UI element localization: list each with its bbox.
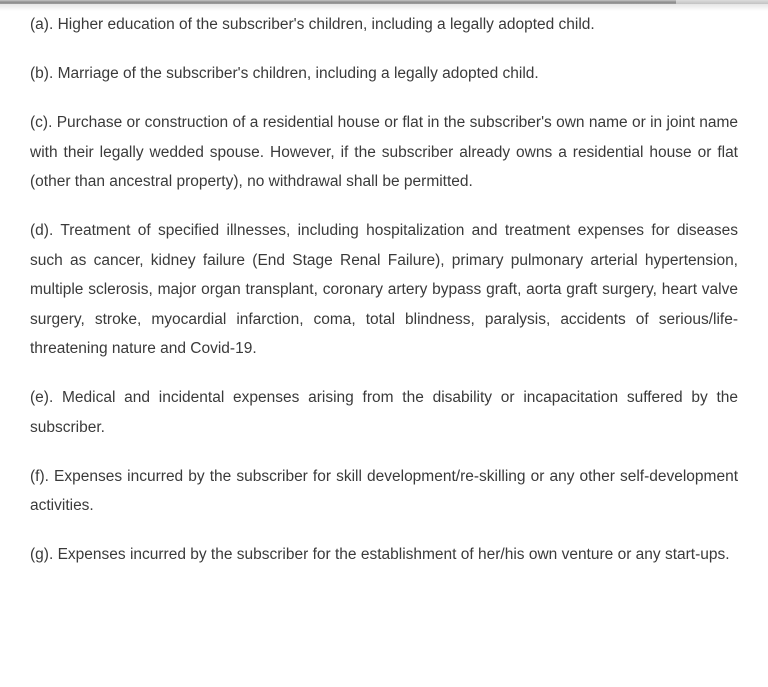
paragraph xyxy=(30,108,738,197)
paragraph xyxy=(30,216,738,364)
document-page xyxy=(30,10,738,589)
paragraph-label: (g). xyxy=(30,546,58,563)
toolbar-edge-dark xyxy=(0,0,676,4)
paragraph-label: (a). xyxy=(30,16,58,33)
paragraph-text: Expenses incurred by the subscriber for skill development/re-skilling or any other self-development activities. xyxy=(30,467,738,514)
paragraph xyxy=(30,383,738,442)
paragraph-label: (d). xyxy=(30,222,61,239)
paragraph-text: Marriage of the subscriber's children, including a legally adopted child. xyxy=(57,65,539,82)
toolbar-edge-light xyxy=(676,0,768,4)
paragraph-text: Higher education of the subscriber's children, including a legally adopted child. xyxy=(57,16,595,33)
paragraph xyxy=(30,462,738,521)
paragraph-text: Expenses incurred by the subscriber for the establishment of her/his own venture or any start-ups. xyxy=(57,546,730,563)
paragraph-text: Purchase or construction of a residential house or flat in the subscriber's own name or in joint name with their legally wedded spouse. However, if the subscriber already owns a residential house or flat (other than ancestral property), no withdrawal shall be permitted. xyxy=(30,114,738,190)
paragraph-text: Medical and incidental expenses arising from the disability or incapacitation suffered by the subscriber. xyxy=(30,389,739,436)
paragraph xyxy=(30,540,738,570)
paragraph xyxy=(30,59,738,89)
paragraph-label: (f). xyxy=(30,467,55,485)
paragraph-label: (b). xyxy=(30,65,58,82)
paragraph-label: (e). xyxy=(30,389,63,406)
paragraph-label: (c). xyxy=(30,114,57,131)
paragraph xyxy=(30,10,738,40)
paragraph-text: Treatment of specified illnesses, including hospitalization and treatment expenses for diseases such as cancer, kidney failure (End Stage Renal Failure), primary pulmonary arterial hypertension, multiple sclerosis, major organ transplant, coronary artery bypass graft, aorta graft surgery, heart valve surgery, stroke, myocardial infarction, coma, total blindness, paralysis, accidents of serious/life-threatening nature and Covid-19. xyxy=(30,222,738,357)
